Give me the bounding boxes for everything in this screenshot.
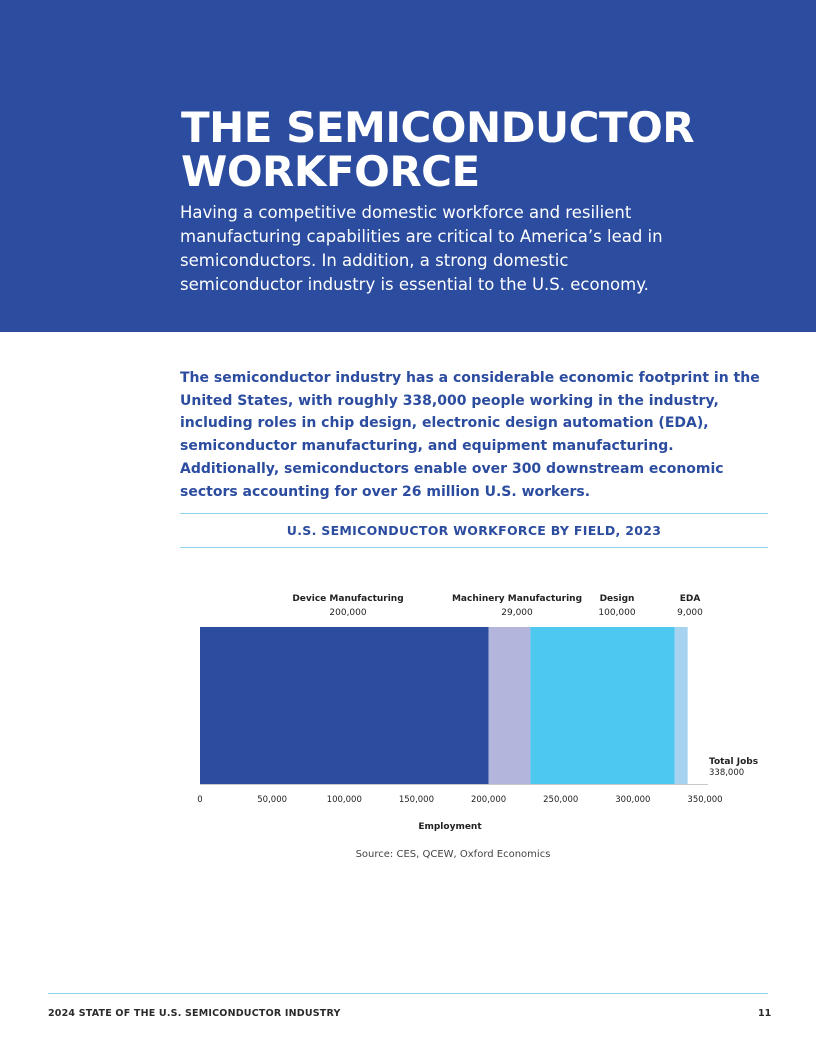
chart-title-rule	[180, 547, 768, 548]
hero-banner	[0, 0, 816, 332]
chart-top-rule	[180, 513, 768, 514]
x-axis-title: Employment	[418, 822, 482, 832]
bar-design	[530, 627, 674, 784]
x-tick-label: 100,000	[326, 795, 362, 805]
x-tick-label: 250,000	[543, 795, 579, 805]
value-machinery-manufacturing: 29,000	[501, 608, 533, 618]
footer-rule	[48, 993, 768, 994]
x-tick-label: 200,000	[470, 795, 507, 805]
intro-paragraph: The semiconductor industry has a considerable economic footprint in the United States, with roughly 338,000 people working in the industry, including roles in chip design, electronic design automation (EDA), semiconductor manufacturing, and equipment manufacturing. Additionally, semiconductors enable over 300 downstream economic sectors accounting for over 26 million U.S. workers.	[180, 370, 760, 500]
bar-eda	[675, 627, 688, 784]
x-tick-label: 350,000	[687, 795, 723, 805]
workforce-chart	[180, 580, 780, 840]
label-device-manufacturing: Device Manufacturing	[292, 594, 404, 604]
x-tick-label: 150,000	[398, 795, 435, 805]
chart-title: U.S. SEMICONDUCTOR WORKFORCE BY FIELD, 2023	[286, 523, 662, 538]
bar-machinery-manufacturing	[489, 627, 531, 784]
total-jobs-value: 338,000	[709, 768, 745, 778]
value-design: 100,000	[598, 608, 636, 618]
x-tick-label: 300,000	[615, 795, 651, 805]
page-title: THE SEMICONDUCTOR WORKFORCE	[181, 103, 695, 196]
x-tick-label: 0	[197, 795, 203, 805]
value-eda: 9,000	[677, 608, 703, 618]
x-tick-label: 50,000	[257, 795, 288, 805]
page-number: 11	[758, 1008, 772, 1019]
footer-title: 2024 STATE OF THE U.S. SEMICONDUCTOR INDUSTRY	[48, 1008, 341, 1019]
label-machinery-manufacturing: Machinery Manufacturing	[451, 594, 583, 604]
label-design: Design	[599, 594, 635, 604]
total-jobs-label: Total Jobs	[709, 757, 759, 767]
label-eda: EDA	[679, 594, 701, 604]
value-device-manufacturing: 200,000	[329, 608, 367, 618]
bar-device-manufacturing	[200, 627, 489, 784]
chart-source: Source: CES, QCEW, Oxford Economics	[355, 849, 551, 860]
page-subtitle: Having a competitive domestic workforce and resilient manufacturing capabilities are critical to America’s lead in semiconductors. In addition, a strong domestic semiconductor industry is essential to the U.S. economy.	[180, 203, 663, 294]
